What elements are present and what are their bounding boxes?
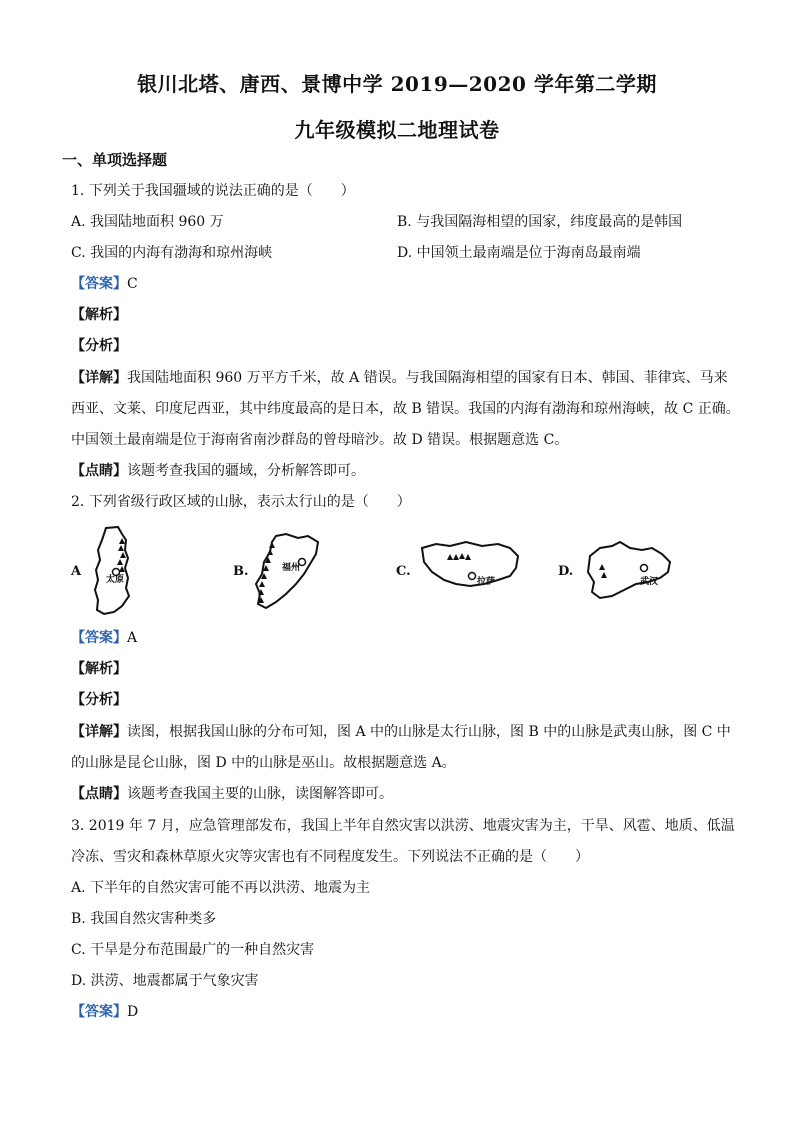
map-a-letter: A: [71, 564, 82, 579]
q1-answer-row: [71, 274, 138, 294]
detail-tag: 【详解】: [71, 724, 127, 740]
q3-answer-value: D: [127, 1004, 139, 1020]
q3-stem-line1: 3. 2019 年 7 月，应急管理部发布，我国上半年自然灾害以洪涝、地震灾害为主，干旱、风雹、地质、低温: [71, 818, 735, 834]
q2-answer-value: A: [127, 630, 138, 646]
q3-option-a: A. 下半年的自然灾害可能不再以洪涝、地震为主: [71, 880, 371, 896]
q2-detail-line1: [71, 722, 731, 742]
exam-title-line2: 九年级模拟二地理试卷: [294, 118, 500, 142]
q3-answer-row: [71, 1002, 138, 1022]
q1-answer-value: C: [127, 276, 138, 292]
q1-detail-text1: 我国陆地面积 960 万平方千米，故 A 错误。与我国隔海相望的国家有日本、韩国、菲律宾、马来: [127, 370, 728, 386]
map-b-city: 福州: [282, 563, 301, 573]
map-c-letter: C.: [396, 564, 411, 579]
map-b-letter: B.: [233, 564, 249, 579]
q1-option-d: D. 中国领土最南端是位于海南岛最南端: [397, 245, 641, 261]
q2-breakdown-row: [71, 690, 127, 710]
section-heading: 一、单项选择题: [62, 151, 168, 169]
breakdown-tag: 【分析】: [71, 338, 127, 354]
q3-stem-line2: 冷冻、雪灾和森林草原火灾等灾害也有不同程度发生。下列说法不正确的是（ ）: [71, 849, 589, 865]
comment-tag: 【点睛】: [71, 463, 127, 479]
q2-comment-text: 该题考查我国主要的山脉，读图解答即可。: [127, 786, 393, 802]
map-c-city: 拉萨: [477, 577, 496, 587]
map-d-letter: D.: [558, 564, 574, 579]
q2-detail-line2: 的山脉是昆仑山脉，图 D 中的山脉是巫山。故根据题意选 A。: [71, 755, 456, 771]
q2-comment-row: [71, 784, 393, 804]
map-a-city: 太原: [106, 575, 125, 585]
map-d-hubei: [584, 540, 674, 602]
analysis-tag: 【解析】: [71, 661, 127, 677]
map-a-shanxi: [92, 526, 140, 616]
q1-detail-line1: [71, 368, 728, 388]
q1-option-c: C. 我国的内海有渤海和琼州海峡: [71, 245, 273, 261]
q1-detail-line2: 西亚、文莱、印度尼西亚，其中纬度最高的是日本，故 B 错误。我国的内海有渤海和琼州海峡，故 C 正确。: [71, 401, 740, 417]
map-c-tibet: [418, 540, 522, 592]
q2-detail-text1: 读图，根据我国山脉的分布可知，图 A 中的山脉是太行山脉，图 B 中的山脉是武夷山脉，图 C 中: [127, 724, 731, 740]
q3-option-b: B. 我国自然灾害种类多: [71, 911, 217, 927]
q3-option-c: C. 干旱是分布范围最广的一种自然灾害: [71, 942, 315, 958]
map-d-city: 武汉: [640, 577, 659, 587]
q1-comment-text: 该题考查我国的疆域，分析解答即可。: [127, 463, 365, 479]
comment-tag: 【点睛】: [71, 786, 127, 802]
answer-tag: 【答案】: [71, 630, 127, 646]
q1-detail-line3: 中国领土最南端是位于海南省南沙群岛的曾母暗沙。故 D 错误。根据题意选 C。: [71, 432, 569, 448]
answer-tag: 【答案】: [71, 276, 127, 292]
q1-comment-row: [71, 461, 365, 481]
exam-title-line1: 银川北塔、唐西、景博中学 2019—2020 学年第二学期: [137, 72, 657, 96]
q2-stem: 2. 下列省级行政区域的山脉，表示太行山的是（ ）: [71, 494, 411, 510]
q1-option-a: A. 我国陆地面积 960 万: [71, 214, 224, 230]
analysis-tag: 【解析】: [71, 307, 127, 323]
answer-tag: 【答案】: [71, 1004, 127, 1020]
q2-answer-row: [71, 628, 137, 648]
q3-option-d: D. 洪涝、地震都属于气象灾害: [71, 973, 259, 989]
q1-stem: 1. 下列关于我国疆域的说法正确的是（ ）: [71, 183, 355, 199]
q2-analysis-row: [71, 659, 127, 679]
q1-analysis-row: [71, 305, 127, 325]
detail-tag: 【详解】: [71, 370, 127, 386]
q1-breakdown-row: [71, 336, 127, 356]
q1-option-b: B. 与我国隔海相望的国家，纬度最高的是韩国: [397, 214, 683, 230]
breakdown-tag: 【分析】: [71, 692, 127, 708]
